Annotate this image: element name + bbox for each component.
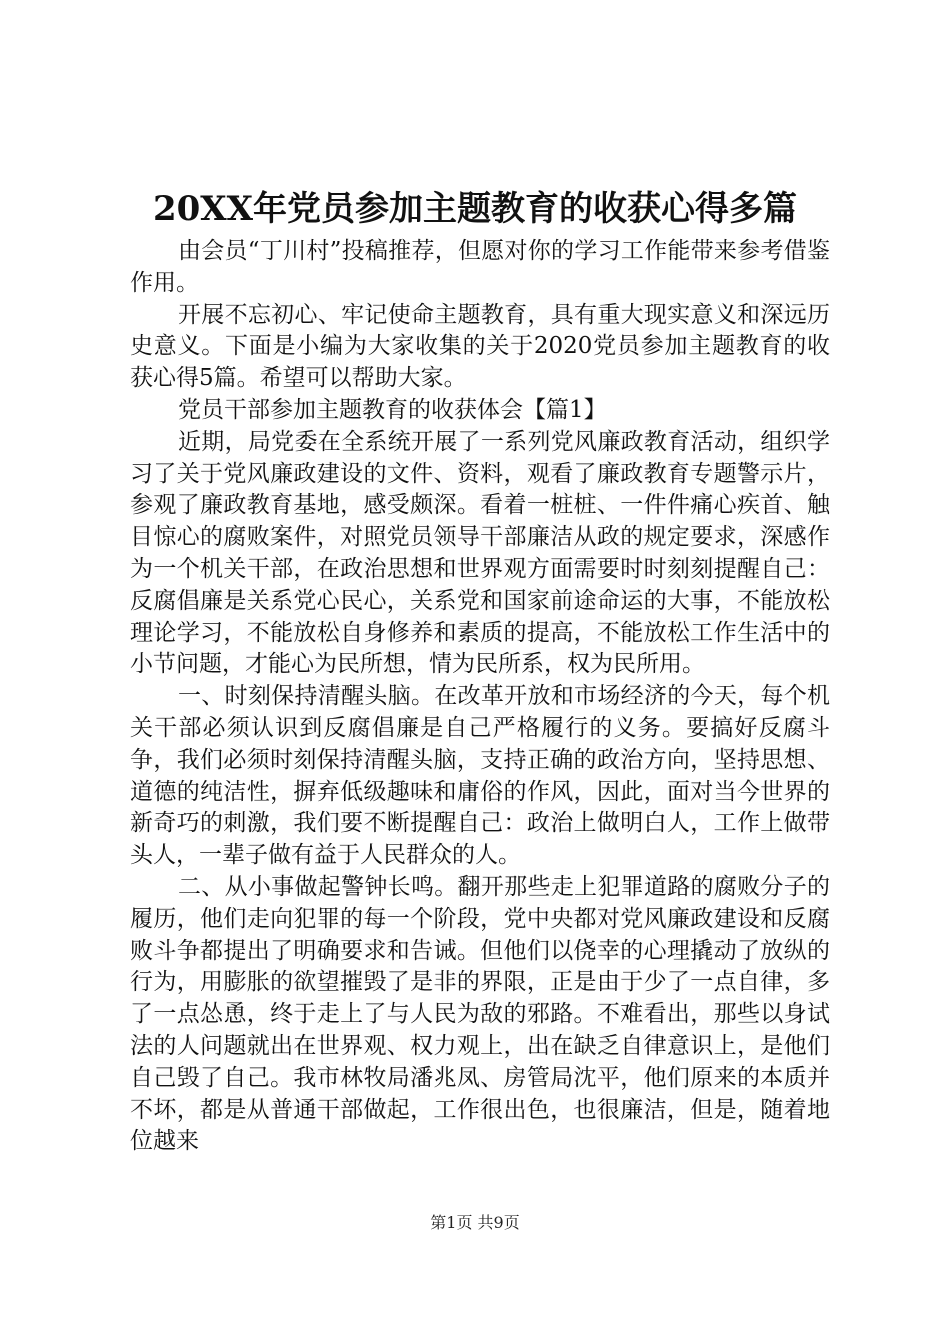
paragraph-summary: 开展不忘初心、牢记使命主题教育，具有重大现实意义和深远历史意义。下面是小编为大家收集的关于2020党员参加主题教育的收获心得5篇。希望可以帮助大家。	[130, 301, 830, 392]
document-title: 20XX年党员参加主题教育的收获心得多篇	[152, 189, 798, 229]
paragraph-body: 近期，局党委在全系统开展了一系列党风廉政教育活动，组织学习了关于党风廉政建设的文件、资料，观看了廉政教育专题警示片，参观了廉政教育基地，感受颇深。看着一桩桩、一件件痛心疾首、触目惊心的腐败案件，对照党员领导干部廉洁从政的规定要求，深感作为一个机关干部，在政治思想和世界观方面需要时时刻刻提醒自己：反腐倡廉是关系党心民心，关系党和国家前途命运的大事，不能放松理论学习，不能放松自身修养和素质的提高，不能放松工作生活中的小节问题，才能心为民所想，情为民所系，权为民所用。	[130, 428, 830, 678]
page-number: 第1页 共9页	[430, 1213, 520, 1232]
document-body	[130, 236, 830, 1158]
section-heading: 党员干部参加主题教育的收获体会【篇1】	[178, 396, 607, 423]
paragraph-intro: 由会员“丁川村”投稿推荐，但愿对你的学习工作能带来参考借鉴作用。	[130, 238, 830, 296]
paragraph-point-2: 二、从小事做起警钟长鸣。翻开那些走上犯罪道路的腐败分子的履历，他们走向犯罪的每一个阶段，党中央都对党风廉政建设和反腐败斗争都提出了明确要求和告诫。但他们以侥幸的心理撬动了放纵的行为，用膨胀的欲望摧毁了是非的界限，正是由于少了一点自律，多了一点怂恿，终于走上了与人民为敌的邪路。不难看出，那些以身试法的人问题就出在世界观、权力观上，出在缺乏自律意识上，是他们自己毁了自己。我市林牧局潘兆凤、房管局沈平，他们原来的本质并不坏，都是从普通干部做起，工作很出色，也很廉洁，但是，随着地位越来	[130, 873, 830, 1155]
paragraph-point-1: 一、时刻保持清醒头脑。在改革开放和市场经济的今天，每个机关干部必须认识到反腐倡廉是自己严格履行的义务。要搞好反腐斗争，我们必须时刻保持清醒头脑，支持正确的政治方向，坚持思想、道德的纯洁性，摒弃低级趣味和庸俗的作风，因此，面对当今世界的新奇巧的刺激，我们要不断提醒自己：政治上做明白人，工作上做带头人，一辈子做有益于人民群众的人。	[130, 683, 830, 869]
